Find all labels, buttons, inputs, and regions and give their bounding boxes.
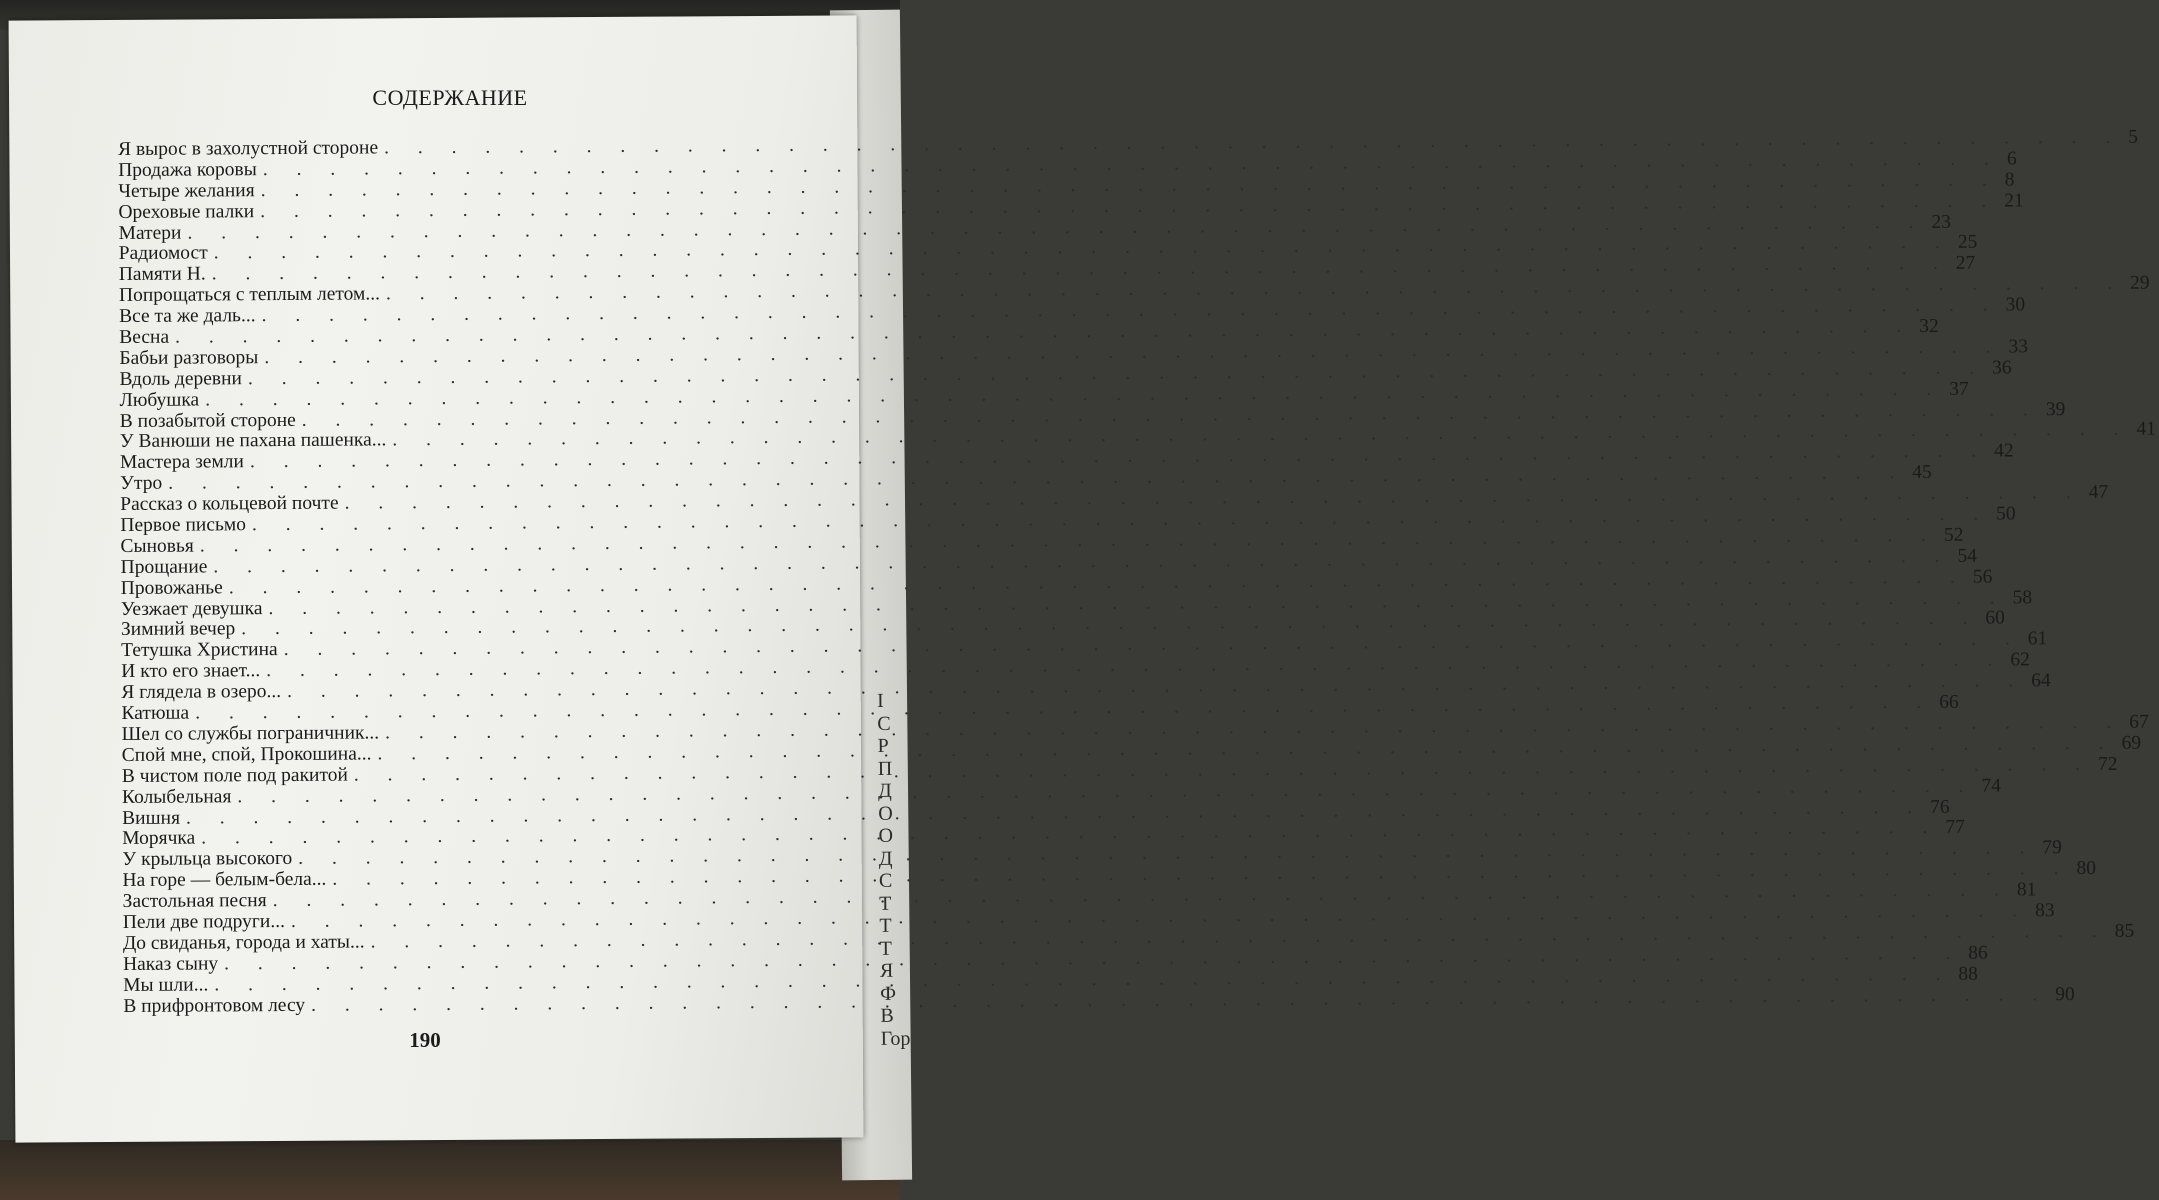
adjacent-page-glyph: Д xyxy=(877,779,892,802)
toc-entry-title: В прифронтовом лесу xyxy=(123,994,306,1017)
toc-entry-page: 61 xyxy=(2027,628,2048,650)
toc-entry-page: 72 xyxy=(2097,753,2118,775)
adjacent-page-glyph: Т xyxy=(879,892,892,915)
page-number: 190 xyxy=(409,1028,441,1052)
toc-entry-title: Уезжает девушка xyxy=(120,597,263,620)
adjacent-page-glyph: С xyxy=(877,712,891,735)
toc-entry-title: На горе — белым-бела... xyxy=(122,868,327,892)
toc-entry-title: Пели две подруги... xyxy=(122,910,286,933)
toc-entry-title: В позабытой стороне xyxy=(119,409,296,432)
toc-entry-page: 86 xyxy=(1968,942,1988,964)
toc-entry-page: 76 xyxy=(1930,796,1950,818)
toc-entry-page: 41 xyxy=(2136,419,2156,441)
toc-entry-title: Спой мне, спой, Прокошина... xyxy=(121,743,372,766)
toc-entry-title: Матери xyxy=(118,222,182,244)
toc-entry-page: 79 xyxy=(2042,837,2062,859)
toc-entry-page: 33 xyxy=(2008,336,2029,358)
toc-entry-title: Весна xyxy=(119,326,170,349)
toc-entry-page: 30 xyxy=(2005,294,2026,316)
adjacent-page-glyph: Д xyxy=(878,847,893,870)
toc-entry-title: В чистом поле под ракитой xyxy=(121,764,348,787)
background-bottom xyxy=(0,1140,900,1200)
toc-entry-title: Мастера земли xyxy=(119,451,245,474)
adjacent-page-glyph: Я xyxy=(879,959,894,982)
toc-entry-title: Радиомост xyxy=(118,242,208,265)
toc-entry-title: Наказ сыну xyxy=(122,953,219,975)
toc-entry-title: Все та же даль... xyxy=(119,305,256,328)
toc-entry-page: 50 xyxy=(1995,503,2016,525)
toc-entry-page: 52 xyxy=(1943,524,1964,546)
toc-entry-title: Рассказ о кольцевой почте xyxy=(120,492,339,516)
table-of-contents xyxy=(117,126,2156,1017)
toc-entry-title: Бабьи разговоры xyxy=(119,347,259,369)
toc-entry-title: Попрощаться с теплым летом... xyxy=(118,283,381,307)
toc-entry-page: 83 xyxy=(2034,900,2055,922)
toc-entry-title: Четыре желания xyxy=(118,179,255,202)
toc-entry-page: 37 xyxy=(1949,378,1969,400)
toc-entry-page: 66 xyxy=(1939,691,1959,713)
toc-entry-page: 67 xyxy=(2129,711,2149,733)
toc-entry-title: Я глядела в озеро... xyxy=(121,681,282,704)
toc-entry-title: И кто его знает... xyxy=(121,660,261,683)
adjacent-page-glyph: Гор xyxy=(880,1027,911,1050)
adjacent-page-glyph: Ф xyxy=(880,982,897,1005)
toc-entry-page: 27 xyxy=(1955,253,1976,275)
adjacent-page-glyph: П xyxy=(877,757,893,780)
toc-entry-page: 25 xyxy=(1957,232,1978,254)
adjacent-page-glyph: Т xyxy=(879,914,892,937)
toc-entry-page: 42 xyxy=(1993,440,2014,462)
toc-entry-title: У крыльца высокого xyxy=(122,848,293,871)
toc-entry-page: 90 xyxy=(2055,983,2075,1005)
toc-entry-page: 5 xyxy=(2128,126,2139,148)
toc-entry-page: 29 xyxy=(2130,272,2150,294)
adjacent-page-glyph: І xyxy=(876,689,884,712)
toc-entry-title: Прощание xyxy=(120,556,208,578)
toc-entry-page: 56 xyxy=(1972,566,1993,588)
toc-entry-page: 80 xyxy=(2076,858,2097,880)
toc-entry-page: 62 xyxy=(2010,649,2030,671)
toc-entry-page: 85 xyxy=(2114,920,2135,942)
toc-entry-page: 77 xyxy=(1945,817,1965,839)
toc-entry-title: Шел со службы пограничник... xyxy=(121,722,380,745)
toc-entry-page: 64 xyxy=(2031,670,2051,692)
toc-entry-title: У Ванюши не пахана пашенка... xyxy=(119,429,387,453)
toc-entry-page: 45 xyxy=(1912,462,1932,484)
toc-entry-page: 81 xyxy=(2016,879,2037,901)
toc-entry-page: 36 xyxy=(1991,357,2012,379)
toc-entry-page: 58 xyxy=(2012,586,2033,609)
toc-entry-title: Продажа коровы xyxy=(118,159,257,181)
toc-entry-title: Колыбельная xyxy=(121,785,232,808)
toc-entry-title: Памяти Н. xyxy=(118,263,206,286)
toc-entry-page: 6 xyxy=(2006,148,2017,170)
adjacent-page-glyph: О xyxy=(878,802,893,825)
toc-entry-title: Сыновья xyxy=(120,535,194,557)
adjacent-page-glyph: Р xyxy=(877,734,889,757)
toc-entry-title: Я вырос в захолустной стороне xyxy=(117,137,379,160)
toc-entry-title: Тетушка Христина xyxy=(121,639,278,662)
toc-entry-title: До свиданья, города и хаты... xyxy=(122,931,365,954)
toc-entry-page: 23 xyxy=(1931,211,1952,233)
toc-entry-title: Любушка xyxy=(119,389,200,411)
toc-entry-title: Катюша xyxy=(121,702,190,725)
adjacent-page-glyph: О xyxy=(878,824,894,847)
toc-entry-title: Зимний вечер xyxy=(120,618,236,641)
toc-entry-title: Застольная песня xyxy=(122,890,267,913)
toc-entry-page: 60 xyxy=(1985,607,2005,630)
toc-entry-page: 74 xyxy=(1981,775,2002,797)
toc-entry-page: 8 xyxy=(2004,169,2015,191)
toc-entry-title: Вишня xyxy=(122,807,181,829)
adjacent-page-glyph: С xyxy=(878,869,893,892)
toc-entry-page: 54 xyxy=(1957,545,1978,567)
toc-entry-page: 88 xyxy=(1958,963,1978,985)
toc-entry-title: Провожанье xyxy=(120,577,223,599)
toc-entry-title: Утро xyxy=(120,472,163,495)
toc-entry-page: 39 xyxy=(2045,398,2066,420)
toc-entry-title: Первое письмо xyxy=(120,514,247,537)
adjacent-page-glyph: В xyxy=(880,1004,894,1027)
page-title: СОДЕРЖАНИЕ xyxy=(372,85,528,110)
toc-entry-title: Морячка xyxy=(122,827,196,850)
toc-entry-page: 21 xyxy=(2004,190,2024,212)
toc-entry-title: Мы шли... xyxy=(123,974,209,996)
toc-entry-page: 32 xyxy=(1919,315,1939,338)
adjacent-page-glyph: Т xyxy=(879,937,893,960)
toc-entry-page: 69 xyxy=(2121,732,2142,754)
toc-entry-title: Вдоль деревни xyxy=(119,368,243,390)
toc-entry-title: Ореховые палки xyxy=(118,200,255,223)
toc-entry-page: 47 xyxy=(2088,481,2109,504)
